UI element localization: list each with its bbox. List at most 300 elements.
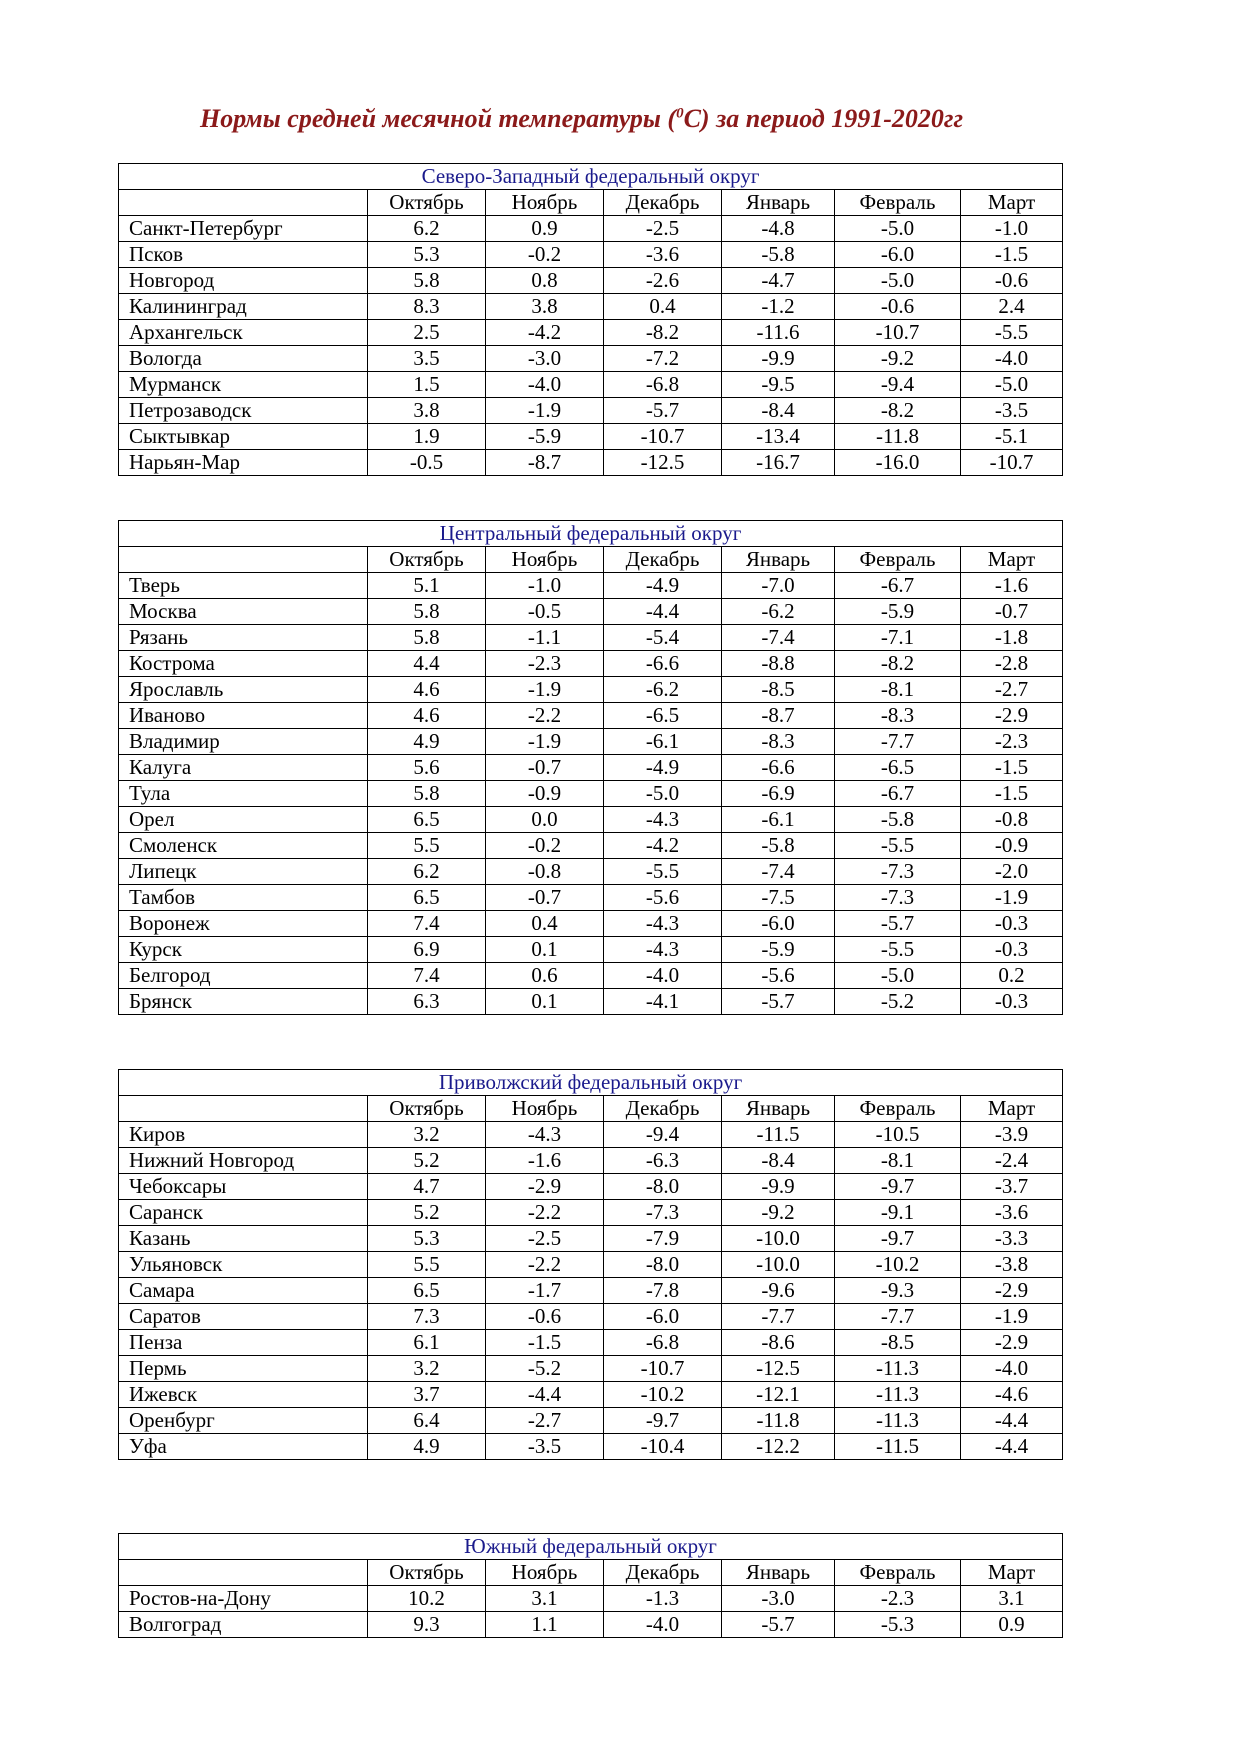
month-header: Декабрь bbox=[604, 547, 722, 573]
southern-region-table bbox=[118, 1533, 1063, 1638]
temperature-value: -16.7 bbox=[722, 450, 835, 476]
temperature-value: -1.9 bbox=[961, 885, 1063, 911]
temperature-value: -11.5 bbox=[722, 1122, 835, 1148]
temperature-value: -5.8 bbox=[835, 807, 961, 833]
temperature-value: -1.8 bbox=[961, 625, 1063, 651]
city-name: Казань bbox=[119, 1226, 368, 1252]
table-row bbox=[119, 807, 1063, 833]
temperature-value: -6.5 bbox=[604, 703, 722, 729]
city-name: Смоленск bbox=[119, 833, 368, 859]
temperature-value: -2.2 bbox=[486, 1200, 604, 1226]
temperature-value: 6.5 bbox=[368, 885, 486, 911]
table-row bbox=[119, 1304, 1063, 1330]
temperature-value: 5.8 bbox=[368, 625, 486, 651]
temperature-value: -0.3 bbox=[961, 937, 1063, 963]
temperature-value: 0.9 bbox=[486, 216, 604, 242]
temperature-value: -8.5 bbox=[835, 1330, 961, 1356]
temperature-value: 6.5 bbox=[368, 807, 486, 833]
temperature-value: -6.5 bbox=[835, 755, 961, 781]
northwest-region-table bbox=[118, 163, 1063, 476]
month-header: Март bbox=[961, 547, 1063, 573]
temperature-value: -10.7 bbox=[604, 1356, 722, 1382]
temperature-value: -0.9 bbox=[486, 781, 604, 807]
temperature-value: -6.8 bbox=[604, 372, 722, 398]
temperature-value: -5.9 bbox=[722, 937, 835, 963]
volga-region-table bbox=[118, 1069, 1063, 1460]
temperature-value: -4.1 bbox=[604, 989, 722, 1015]
temperature-value: -5.0 bbox=[604, 781, 722, 807]
temperature-value: -4.2 bbox=[486, 320, 604, 346]
temperature-value: -2.3 bbox=[486, 651, 604, 677]
temperature-value: -5.5 bbox=[604, 859, 722, 885]
temperature-value: -5.0 bbox=[835, 963, 961, 989]
temperature-value: -6.6 bbox=[604, 651, 722, 677]
temperature-value: -7.0 bbox=[722, 573, 835, 599]
table-row bbox=[119, 1148, 1063, 1174]
temperature-value: -0.9 bbox=[961, 833, 1063, 859]
temperature-value: -12.5 bbox=[722, 1356, 835, 1382]
temperature-value: -7.3 bbox=[835, 859, 961, 885]
table-row bbox=[119, 885, 1063, 911]
table-row bbox=[119, 1586, 1063, 1612]
temperature-value: 0.0 bbox=[486, 807, 604, 833]
temperature-value: -5.7 bbox=[722, 989, 835, 1015]
temperature-value: -11.3 bbox=[835, 1382, 961, 1408]
month-header: Февраль bbox=[835, 1096, 961, 1122]
temperature-value: -1.7 bbox=[486, 1278, 604, 1304]
temperature-value: -8.1 bbox=[835, 1148, 961, 1174]
temperature-value: 5.8 bbox=[368, 268, 486, 294]
temperature-value: -4.4 bbox=[961, 1434, 1063, 1460]
temperature-value: -0.3 bbox=[961, 989, 1063, 1015]
temperature-value: -2.8 bbox=[961, 651, 1063, 677]
table-row bbox=[119, 242, 1063, 268]
month-header-row bbox=[119, 1096, 1063, 1122]
temperature-value: 0.1 bbox=[486, 937, 604, 963]
temperature-value: 5.3 bbox=[368, 1226, 486, 1252]
temperature-value: -6.7 bbox=[835, 573, 961, 599]
temperature-value: -0.5 bbox=[368, 450, 486, 476]
temperature-value: 6.4 bbox=[368, 1408, 486, 1434]
city-name: Тамбов bbox=[119, 885, 368, 911]
temperature-value: 3.5 bbox=[368, 346, 486, 372]
table-row bbox=[119, 1252, 1063, 1278]
temperature-value: -5.6 bbox=[722, 963, 835, 989]
temperature-value: -3.7 bbox=[961, 1174, 1063, 1200]
temperature-value: -10.7 bbox=[604, 424, 722, 450]
temperature-value: -3.6 bbox=[961, 1200, 1063, 1226]
temperature-value: 3.8 bbox=[486, 294, 604, 320]
city-name: Калининград bbox=[119, 294, 368, 320]
temperature-value: 3.1 bbox=[961, 1586, 1063, 1612]
month-header: Октябрь bbox=[368, 1560, 486, 1586]
table-row bbox=[119, 424, 1063, 450]
temperature-value: -2.5 bbox=[604, 216, 722, 242]
temperature-value: -12.5 bbox=[604, 450, 722, 476]
temperature-value: -5.1 bbox=[961, 424, 1063, 450]
temperature-value: 4.9 bbox=[368, 1434, 486, 1460]
table-row bbox=[119, 294, 1063, 320]
table-row bbox=[119, 346, 1063, 372]
temperature-value: -2.7 bbox=[486, 1408, 604, 1434]
temperature-value: 6.9 bbox=[368, 937, 486, 963]
table-row bbox=[119, 677, 1063, 703]
city-name: Ростов-на-Дону bbox=[119, 1586, 368, 1612]
temperature-value: -10.7 bbox=[961, 450, 1063, 476]
temperature-value: 6.2 bbox=[368, 859, 486, 885]
temperature-value: -3.5 bbox=[961, 398, 1063, 424]
month-header: Ноябрь bbox=[486, 190, 604, 216]
temperature-value: 5.5 bbox=[368, 1252, 486, 1278]
temperature-value: 5.8 bbox=[368, 781, 486, 807]
temperature-value: -2.9 bbox=[961, 1330, 1063, 1356]
month-header: Декабрь bbox=[604, 1560, 722, 1586]
temperature-value: -1.2 bbox=[722, 294, 835, 320]
temperature-value: -7.3 bbox=[604, 1200, 722, 1226]
temperature-value: -7.2 bbox=[604, 346, 722, 372]
temperature-value: -5.5 bbox=[835, 833, 961, 859]
temperature-value: -2.9 bbox=[486, 1174, 604, 1200]
table-row bbox=[119, 729, 1063, 755]
table-row bbox=[119, 833, 1063, 859]
temperature-value: 6.5 bbox=[368, 1278, 486, 1304]
temperature-value: -6.1 bbox=[604, 729, 722, 755]
city-name: Ульяновск bbox=[119, 1252, 368, 1278]
temperature-value: -4.7 bbox=[722, 268, 835, 294]
city-name: Калуга bbox=[119, 755, 368, 781]
temperature-value: -2.4 bbox=[961, 1148, 1063, 1174]
table-row bbox=[119, 1278, 1063, 1304]
temperature-value: -4.4 bbox=[604, 599, 722, 625]
month-header: Март bbox=[961, 190, 1063, 216]
temperature-value: -5.3 bbox=[835, 1612, 961, 1638]
temperature-value: 5.2 bbox=[368, 1148, 486, 1174]
city-name: Липецк bbox=[119, 859, 368, 885]
temperature-value: -1.5 bbox=[961, 755, 1063, 781]
temperature-value: -1.9 bbox=[486, 729, 604, 755]
temperature-value: -2.3 bbox=[835, 1586, 961, 1612]
temperature-value: 4.6 bbox=[368, 703, 486, 729]
temperature-value: -7.1 bbox=[835, 625, 961, 651]
table-row bbox=[119, 1612, 1063, 1638]
temperature-value: -7.3 bbox=[835, 885, 961, 911]
temperature-value: -8.0 bbox=[604, 1174, 722, 1200]
temperature-value: 6.3 bbox=[368, 989, 486, 1015]
city-name: Оренбург bbox=[119, 1408, 368, 1434]
region-title-row bbox=[119, 1070, 1063, 1096]
city-name: Киров bbox=[119, 1122, 368, 1148]
temperature-value: -5.0 bbox=[835, 216, 961, 242]
temperature-value: 0.2 bbox=[961, 963, 1063, 989]
temperature-value: -0.6 bbox=[835, 294, 961, 320]
temperature-value: 1.1 bbox=[486, 1612, 604, 1638]
month-header: Февраль bbox=[835, 1560, 961, 1586]
month-header-row bbox=[119, 1560, 1063, 1586]
temperature-value: -0.6 bbox=[961, 268, 1063, 294]
temperature-value: 2.4 bbox=[961, 294, 1063, 320]
region-title-row bbox=[119, 164, 1063, 190]
temperature-value: -5.5 bbox=[961, 320, 1063, 346]
month-header: Декабрь bbox=[604, 1096, 722, 1122]
temperature-value: -7.9 bbox=[604, 1226, 722, 1252]
temperature-value: -2.9 bbox=[961, 703, 1063, 729]
city-name: Петрозаводск bbox=[119, 398, 368, 424]
table-row bbox=[119, 599, 1063, 625]
temperature-value: -8.3 bbox=[835, 703, 961, 729]
table-row bbox=[119, 1174, 1063, 1200]
city-name: Чебоксары bbox=[119, 1174, 368, 1200]
temperature-value: -1.0 bbox=[961, 216, 1063, 242]
temperature-value: -5.8 bbox=[722, 833, 835, 859]
temperature-value: -5.5 bbox=[835, 937, 961, 963]
city-name: Воронеж bbox=[119, 911, 368, 937]
temperature-value: -1.5 bbox=[486, 1330, 604, 1356]
region-body bbox=[119, 1070, 1063, 1460]
city-name: Нарьян-Мар bbox=[119, 450, 368, 476]
temperature-value: -1.6 bbox=[961, 573, 1063, 599]
temperature-value: -4.0 bbox=[604, 1612, 722, 1638]
temperature-value: -10.7 bbox=[835, 320, 961, 346]
temperature-value: 1.5 bbox=[368, 372, 486, 398]
city-name: Саратов bbox=[119, 1304, 368, 1330]
temperature-value: -8.1 bbox=[835, 677, 961, 703]
temperature-value: 4.4 bbox=[368, 651, 486, 677]
table-row bbox=[119, 216, 1063, 242]
city-name: Тула bbox=[119, 781, 368, 807]
empty-header-cell bbox=[119, 190, 368, 216]
region-body bbox=[119, 164, 1063, 476]
temperature-value: -5.7 bbox=[722, 1612, 835, 1638]
temperature-value: -4.4 bbox=[961, 1408, 1063, 1434]
temperature-value: -8.4 bbox=[722, 1148, 835, 1174]
temperature-value: -0.5 bbox=[486, 599, 604, 625]
temperature-value: -11.3 bbox=[835, 1356, 961, 1382]
temperature-value: -4.8 bbox=[722, 216, 835, 242]
city-name: Москва bbox=[119, 599, 368, 625]
city-name: Волгоград bbox=[119, 1612, 368, 1638]
temperature-value: -8.7 bbox=[486, 450, 604, 476]
temperature-value: -3.3 bbox=[961, 1226, 1063, 1252]
region-title-row bbox=[119, 521, 1063, 547]
temperature-value: 5.1 bbox=[368, 573, 486, 599]
temperature-value: 5.8 bbox=[368, 599, 486, 625]
city-name: Иваново bbox=[119, 703, 368, 729]
temperature-value: -8.4 bbox=[722, 398, 835, 424]
temperature-value: -9.2 bbox=[722, 1200, 835, 1226]
temperature-value: 1.9 bbox=[368, 424, 486, 450]
city-name: Ярославль bbox=[119, 677, 368, 703]
temperature-value: -9.2 bbox=[835, 346, 961, 372]
table-row bbox=[119, 450, 1063, 476]
month-header: Октябрь bbox=[368, 547, 486, 573]
temperature-value: -8.2 bbox=[604, 320, 722, 346]
temperature-value: -6.8 bbox=[604, 1330, 722, 1356]
temperature-value: 7.4 bbox=[368, 963, 486, 989]
region-title-row bbox=[119, 1534, 1063, 1560]
temperature-value: -7.4 bbox=[722, 625, 835, 651]
temperature-value: -2.2 bbox=[486, 703, 604, 729]
temperature-value: -6.3 bbox=[604, 1148, 722, 1174]
month-header-row bbox=[119, 547, 1063, 573]
temperature-value: -1.0 bbox=[486, 573, 604, 599]
region-title: Северо-Западный федеральный округ bbox=[119, 164, 1063, 190]
month-header: Январь bbox=[722, 1096, 835, 1122]
month-header-row bbox=[119, 190, 1063, 216]
temperature-value: -8.2 bbox=[835, 398, 961, 424]
temperature-value: -3.6 bbox=[604, 242, 722, 268]
temperature-value: -9.1 bbox=[835, 1200, 961, 1226]
temperature-value: -11.8 bbox=[722, 1408, 835, 1434]
city-name: Вологда bbox=[119, 346, 368, 372]
temperature-value: -10.0 bbox=[722, 1252, 835, 1278]
temperature-value: -7.8 bbox=[604, 1278, 722, 1304]
temperature-value: -1.5 bbox=[961, 242, 1063, 268]
temperature-value: -10.2 bbox=[835, 1252, 961, 1278]
temperature-value: -5.0 bbox=[835, 268, 961, 294]
temperature-value: -3.8 bbox=[961, 1252, 1063, 1278]
city-name: Курск bbox=[119, 937, 368, 963]
temperature-value: -12.1 bbox=[722, 1382, 835, 1408]
temperature-value: -7.7 bbox=[835, 1304, 961, 1330]
table-row bbox=[119, 1226, 1063, 1252]
temperature-value: -9.6 bbox=[722, 1278, 835, 1304]
temperature-value: -6.9 bbox=[722, 781, 835, 807]
region-title: Центральный федеральный округ bbox=[119, 521, 1063, 547]
temperature-value: 3.1 bbox=[486, 1586, 604, 1612]
temperature-value: -1.3 bbox=[604, 1586, 722, 1612]
city-name: Тверь bbox=[119, 573, 368, 599]
table-row bbox=[119, 989, 1063, 1015]
city-name: Псков bbox=[119, 242, 368, 268]
city-name: Ижевск bbox=[119, 1382, 368, 1408]
temperature-value: -4.0 bbox=[961, 346, 1063, 372]
temperature-value: 10.2 bbox=[368, 1586, 486, 1612]
city-name: Нижний Новгород bbox=[119, 1148, 368, 1174]
temperature-value: -11.5 bbox=[835, 1434, 961, 1460]
temperature-value: -4.3 bbox=[604, 937, 722, 963]
page-title: Нормы средней месячной температуры ($^0$С) за период 1991-2020гг bbox=[200, 104, 964, 133]
temperature-value: -5.9 bbox=[835, 599, 961, 625]
temperature-value: -7.5 bbox=[722, 885, 835, 911]
city-name: Мурманск bbox=[119, 372, 368, 398]
temperature-value: 0.6 bbox=[486, 963, 604, 989]
temperature-value: -0.3 bbox=[961, 911, 1063, 937]
temperature-value: 4.7 bbox=[368, 1174, 486, 1200]
temperature-value: -4.3 bbox=[604, 911, 722, 937]
temperature-value: -9.7 bbox=[835, 1174, 961, 1200]
temperature-value: -1.9 bbox=[961, 1304, 1063, 1330]
city-name: Кострома bbox=[119, 651, 368, 677]
month-header: Ноябрь bbox=[486, 547, 604, 573]
temperature-value: -8.3 bbox=[722, 729, 835, 755]
temperature-value: -9.7 bbox=[604, 1408, 722, 1434]
table-row bbox=[119, 398, 1063, 424]
temperature-value: -0.8 bbox=[961, 807, 1063, 833]
temperature-value: -9.3 bbox=[835, 1278, 961, 1304]
temperature-value: 5.5 bbox=[368, 833, 486, 859]
city-name: Санкт-Петербург bbox=[119, 216, 368, 242]
temperature-value: -6.6 bbox=[722, 755, 835, 781]
temperature-value: -13.4 bbox=[722, 424, 835, 450]
temperature-value: 9.3 bbox=[368, 1612, 486, 1638]
month-header: Ноябрь bbox=[486, 1096, 604, 1122]
temperature-value: 0.8 bbox=[486, 268, 604, 294]
city-name: Белгород bbox=[119, 963, 368, 989]
central-region-table bbox=[118, 520, 1063, 1015]
temperature-value: -1.9 bbox=[486, 677, 604, 703]
temperature-value: -6.0 bbox=[604, 1304, 722, 1330]
temperature-value: -2.0 bbox=[961, 859, 1063, 885]
temperature-value: 8.3 bbox=[368, 294, 486, 320]
month-header: Январь bbox=[722, 190, 835, 216]
temperature-value: -6.1 bbox=[722, 807, 835, 833]
temperature-value: -9.9 bbox=[722, 1174, 835, 1200]
month-header: Декабрь bbox=[604, 190, 722, 216]
temperature-value: 6.1 bbox=[368, 1330, 486, 1356]
table-row bbox=[119, 703, 1063, 729]
temperature-value: -6.7 bbox=[835, 781, 961, 807]
table-row bbox=[119, 1330, 1063, 1356]
table-row bbox=[119, 1200, 1063, 1226]
temperature-value: -0.8 bbox=[486, 859, 604, 885]
temperature-value: -2.2 bbox=[486, 1252, 604, 1278]
temperature-value: -4.3 bbox=[486, 1122, 604, 1148]
temperature-value: 0.4 bbox=[604, 294, 722, 320]
temperature-value: -0.2 bbox=[486, 242, 604, 268]
temperature-value: -12.2 bbox=[722, 1434, 835, 1460]
temperature-value: -3.0 bbox=[486, 346, 604, 372]
temperature-value: -8.8 bbox=[722, 651, 835, 677]
month-header: Октябрь bbox=[368, 190, 486, 216]
temperature-value: -5.7 bbox=[835, 911, 961, 937]
month-header: Октябрь bbox=[368, 1096, 486, 1122]
month-header: Январь bbox=[722, 1560, 835, 1586]
temperature-value: -5.8 bbox=[722, 242, 835, 268]
table-row bbox=[119, 372, 1063, 398]
city-name: Пенза bbox=[119, 1330, 368, 1356]
table-row bbox=[119, 963, 1063, 989]
city-name: Пермь bbox=[119, 1356, 368, 1382]
temperature-value: -5.2 bbox=[486, 1356, 604, 1382]
table-row bbox=[119, 859, 1063, 885]
city-name: Архангельск bbox=[119, 320, 368, 346]
empty-header-cell bbox=[119, 1096, 368, 1122]
temperature-value: -9.7 bbox=[835, 1226, 961, 1252]
month-header: Март bbox=[961, 1096, 1063, 1122]
city-name: Орел bbox=[119, 807, 368, 833]
temperature-value: 4.6 bbox=[368, 677, 486, 703]
temperature-value: 4.9 bbox=[368, 729, 486, 755]
month-header: Февраль bbox=[835, 190, 961, 216]
temperature-value: -3.0 bbox=[722, 1586, 835, 1612]
temperature-value: -4.6 bbox=[961, 1382, 1063, 1408]
table-row bbox=[119, 320, 1063, 346]
city-name: Новгород bbox=[119, 268, 368, 294]
temperature-value: -2.3 bbox=[961, 729, 1063, 755]
temperature-value: -0.7 bbox=[486, 755, 604, 781]
temperature-value: -5.2 bbox=[835, 989, 961, 1015]
temperature-value: -7.7 bbox=[722, 1304, 835, 1330]
temperature-value: 3.7 bbox=[368, 1382, 486, 1408]
temperature-value: -8.6 bbox=[722, 1330, 835, 1356]
temperature-value: 6.2 bbox=[368, 216, 486, 242]
table-row bbox=[119, 268, 1063, 294]
month-header: Февраль bbox=[835, 547, 961, 573]
temperature-value: -1.5 bbox=[961, 781, 1063, 807]
temperature-value: -6.0 bbox=[722, 911, 835, 937]
region-body bbox=[119, 1534, 1063, 1638]
temperature-value: -4.3 bbox=[604, 807, 722, 833]
